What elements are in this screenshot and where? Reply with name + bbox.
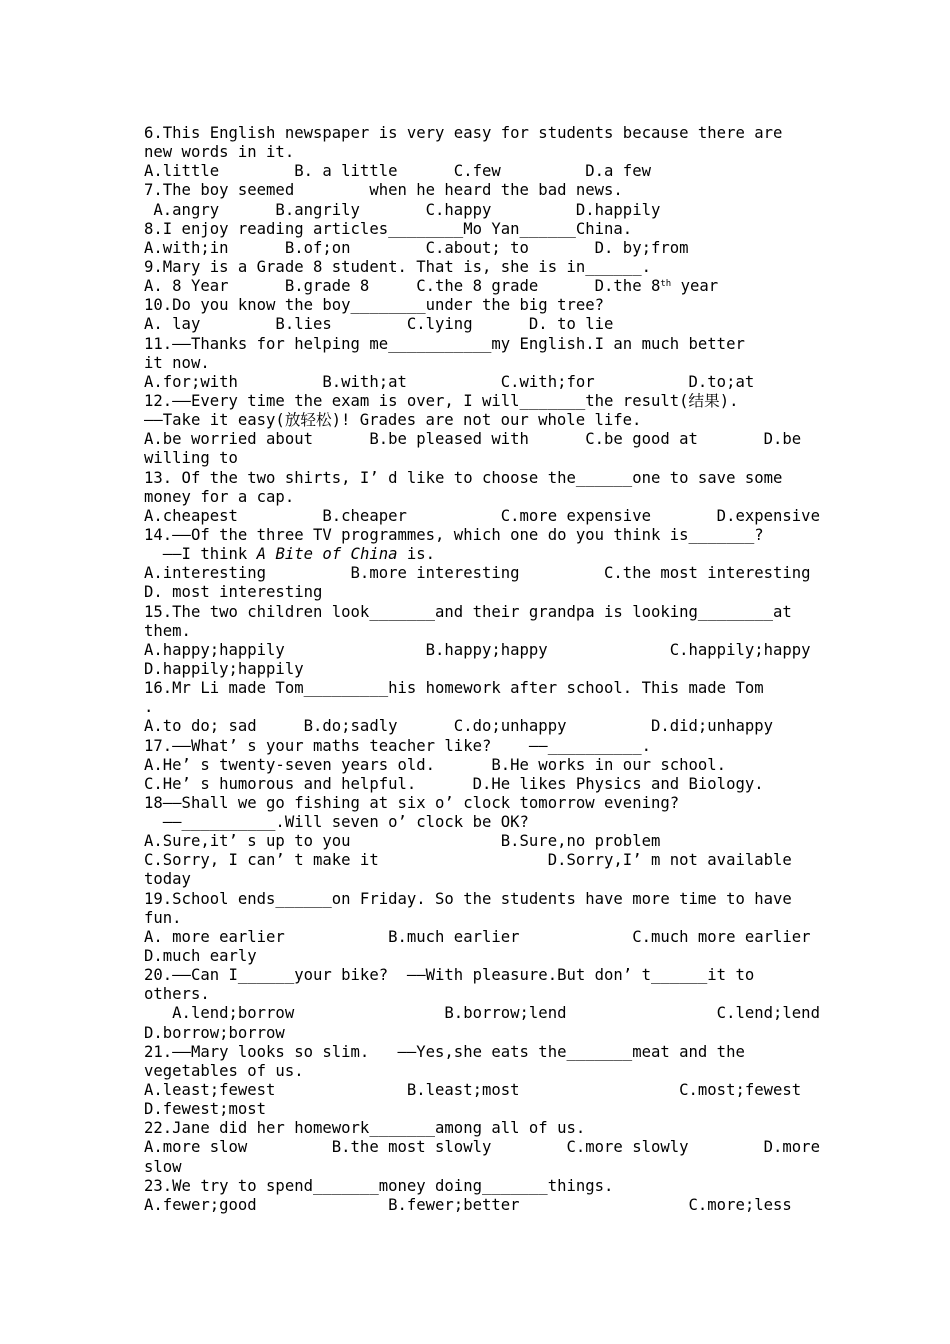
text-line: willing to bbox=[144, 449, 238, 468]
text-line: D. most interesting bbox=[144, 583, 323, 602]
text-line: D.much early bbox=[144, 947, 257, 966]
text-line: new words in it. bbox=[144, 143, 295, 162]
text-line: others. bbox=[144, 985, 210, 1004]
programme-title: A Bite of China bbox=[256, 545, 398, 564]
exam-page bbox=[144, 124, 820, 1215]
text-line: them. bbox=[144, 621, 191, 640]
text-line: A.He’ s twenty-seven years old. B.He works in our school. bbox=[144, 755, 727, 774]
text-line: A.little B. a little C.few D.a few bbox=[144, 162, 651, 181]
text-line: 6.This English newspaper is very easy for students because there are bbox=[144, 124, 783, 142]
q14-answer-end: is. bbox=[397, 545, 436, 564]
q14-answer-start: ——I think bbox=[144, 545, 257, 564]
text-line: A.Sure,it’ s up to you B.Sure,no problem bbox=[144, 832, 661, 851]
text-line: A.interesting B.more interesting C.the most interesting bbox=[144, 564, 811, 583]
text-line: A. more earlier B.much earlier C.much more earlier bbox=[144, 927, 811, 946]
text-line: ——Take it easy(放轻松)! Grades are not our whole life. bbox=[144, 411, 642, 430]
q9-option-tail: year bbox=[671, 277, 719, 296]
text-line: 21.——Mary looks so slim. ——Yes,she eats the_______meat and the bbox=[144, 1042, 745, 1061]
text-line: A.happy;happily B.happy;happy C.happily;happy bbox=[144, 640, 811, 659]
text-line: 9.Mary is a Grade 8 student. That is, she is in______. bbox=[144, 257, 651, 276]
text-line: it now. bbox=[144, 353, 210, 372]
text-line: D.happily;happily bbox=[144, 659, 304, 678]
text-line: 16.Mr Li made Tom_________his homework after school. This made Tom bbox=[144, 679, 764, 698]
text-line: C.Sorry, I can’ t make it D.Sorry,I’ m not available bbox=[144, 851, 792, 870]
text-line: A.with;in B.of;on C.about; to D. by;from bbox=[144, 238, 689, 257]
text-line: 13. Of the two shirts, I’ d like to choose the______one to save some bbox=[144, 468, 783, 487]
text-line: 23.We try to spend_______money doing_______things. bbox=[144, 1176, 614, 1195]
text-line: ——__________.Will seven o’ clock be OK? bbox=[144, 813, 529, 832]
text-line: 18——Shall we go fishing at six o’ clock tomorrow evening? bbox=[144, 793, 680, 812]
text-line bbox=[144, 277, 806, 296]
text-line: vegetables of us. bbox=[144, 1061, 304, 1080]
text-line: 15.The two children look_______and their grandpa is looking________at bbox=[144, 602, 792, 621]
text-line: 19.School ends______on Friday. So the students have more time to have bbox=[144, 889, 792, 908]
text-line: A.lend;borrow B.borrow;lend C.lend;lend bbox=[144, 1004, 820, 1023]
text-line: 20.——Can I______your bike? ——With pleasure.But don’ t______it to bbox=[144, 966, 755, 985]
text-line: fun. bbox=[144, 908, 182, 927]
text-line: . bbox=[144, 698, 154, 717]
text-line: 17.——What’ s your maths teacher like? ——__________. bbox=[144, 736, 651, 755]
text-line: D.borrow;borrow bbox=[144, 1023, 285, 1042]
text-line: money for a cap. bbox=[144, 487, 295, 506]
text-line: A.cheapest B.cheaper C.more expensive D.expensive bbox=[144, 506, 820, 525]
text-line: A.to do; sad B.do;sadly C.do;unhappy D.did;unhappy bbox=[144, 717, 774, 736]
text-line: A.fewer;good B.fewer;better C.more;less bbox=[144, 1195, 792, 1214]
text-line: 7.The boy seemed when he heard the bad news. bbox=[144, 181, 623, 200]
ordinal-suffix: th bbox=[660, 279, 672, 290]
text-line: A.for;with B.with;at C.with;for D.to;at bbox=[144, 372, 755, 391]
text-line: D.fewest;most bbox=[144, 1100, 267, 1119]
text-line: 12.——Every time the exam is over, I will_______the result(结果). bbox=[144, 391, 739, 410]
text-line: A.angry B.angrily C.happy D.happily bbox=[144, 200, 661, 219]
text-line: 8.I enjoy reading articles________Mo Yan______China. bbox=[144, 219, 633, 238]
text-line: 22.Jane did her homework_______among all of us. bbox=[144, 1119, 586, 1138]
text-line: 10.Do you know the boy________under the big tree? bbox=[144, 296, 605, 315]
q9-options: A. 8 Year B.grade 8 C.the 8 grade D.the 8 bbox=[144, 277, 661, 296]
text-line bbox=[144, 545, 806, 564]
text-line: today bbox=[144, 870, 191, 889]
text-line: 14.——Of the three TV programmes, which one do you think is_______? bbox=[144, 525, 764, 544]
text-line: C.He’ s humorous and helpful. D.He likes Physics and Biology. bbox=[144, 774, 764, 793]
text-line: A.be worried about B.be pleased with C.be good at D.be bbox=[144, 430, 802, 449]
text-line: A.least;fewest B.least;most C.most;fewest bbox=[144, 1081, 802, 1100]
text-line: slow bbox=[144, 1157, 182, 1176]
text-line: A. lay B.lies C.lying D. to lie bbox=[144, 315, 614, 334]
text-line: 11.——Thanks for helping me___________my English.I an much better bbox=[144, 334, 745, 353]
text-line: A.more slow B.the most slowly C.more slowly D.more bbox=[144, 1138, 820, 1157]
